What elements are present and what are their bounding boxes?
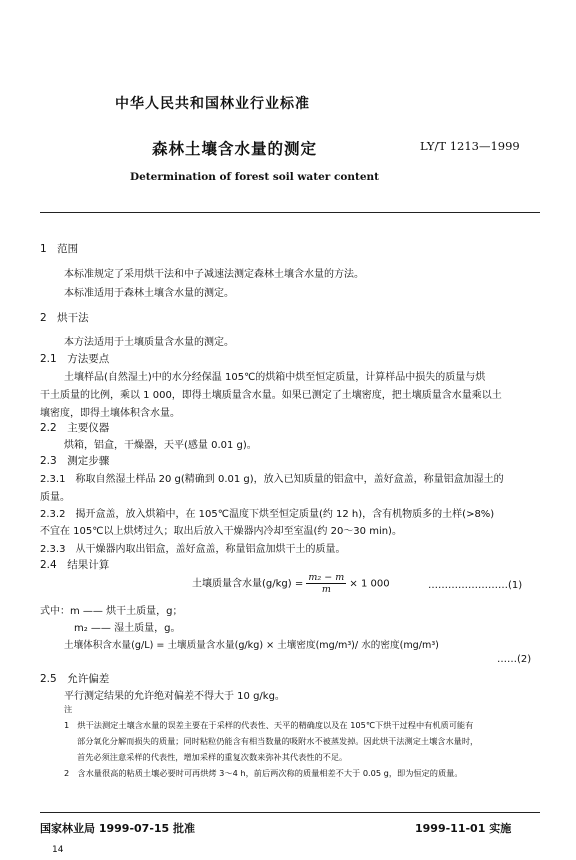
section-2-1-line-1: 土壤样品(自然湿土)中的水分经保温 105℃的烘箱中烘至恒定质量，计算样品中损失的质量与烘 (64, 372, 486, 383)
standard-code: LY/T 1213—1999 (420, 139, 520, 153)
note-2: 2 含水量很高的粘质土壤必要时可再烘烤 3～4 h，前后两次称的质量相差不大于 0.05 g，即为恒定的质量。 (64, 768, 463, 778)
section-1-paragraph-2: 本标准适用于森林土壤含水量的测定。 (64, 288, 234, 299)
approval-date: 国家林业局 1999-07-15 批准 (40, 822, 196, 835)
section-2-5-heading: 2.5 允许偏差 (40, 673, 110, 685)
section-1-heading: 1 范围 (40, 243, 79, 255)
section-2-3-3-line-1: 2.3.3 从干燥器内取出铝盒，盖好盒盖，称量铝盒加烘干土的质量。 (40, 544, 346, 555)
formula-1-left: 土壤质量含水量(g/kg) = (192, 578, 304, 590)
formula-1 (192, 572, 390, 595)
note-label: 注 (64, 704, 73, 714)
section-2-3-2-line-1: 2.3.2 揭开盒盖，放入烘箱中，在 105℃温度下烘至恒定质量(约 12 h)，含有机物质多的土样(>8%) (40, 509, 495, 520)
section-2-intro: 本方法适用于土壤质量含水量的测定。 (64, 337, 234, 348)
formula-1-fraction (306, 572, 346, 595)
standard-organization: 中华人民共和国林业行业标准 (115, 96, 310, 112)
formula-2: 土壤体积含水量(g/L) = 土壤质量含水量(g/kg) × 土壤密度(mg/m³)/ 水的密度(mg/m³) (64, 640, 439, 651)
formula-1-number: ……………………(1) (428, 580, 523, 591)
section-2-4-heading: 2.4 结果计算 (40, 559, 110, 571)
footer-divider (40, 812, 540, 813)
section-2-3-2-line-2: 不宜在 105℃以上烘烤过久；取出后放入干燥器内冷却至室温(约 20～30 min)。 (40, 526, 402, 537)
english-title: Determination of forest soil water content (130, 171, 379, 183)
formula-where-1: 式中：m —— 烘干土质量，g； (40, 606, 183, 617)
formula-where-2: m₂ —— 湿土质量，g。 (74, 623, 181, 634)
section-2-heading: 2 烘干法 (40, 312, 89, 324)
section-2-3-heading: 2.3 测定步骤 (40, 455, 110, 467)
formula-1-numerator: m₂ − m (308, 572, 345, 583)
document-title: 森林土壤含水量的测定 (152, 140, 318, 158)
formula-1-denominator: m (321, 584, 331, 595)
section-2-5-text: 平行测定结果的允许绝对偏差不得大于 10 g/kg。 (64, 691, 285, 702)
section-1-paragraph-1: 本标准规定了采用烘干法和中子减速法测定森林土壤含水量的方法。 (64, 269, 364, 280)
section-2-2-text: 烘箱，铝盒，干燥器，天平(感量 0.01 g)。 (64, 440, 257, 451)
formula-1-right: × 1 000 (349, 578, 390, 590)
section-2-3-1-line-1: 2.3.1 称取自然湿土样品 20 g(精确到 0.01 g)，放入已知质量的铝盒中，盖好盒盖，称量铝盒加湿土的 (40, 474, 504, 485)
implementation-date: 1999-11-01 实施 (415, 822, 512, 835)
note-1-line-2: 部分氧化分解而损失的质量；同时粘粒仍能含有相当数量的吸附水不被蒸发掉。因此烘干法测定土壤含水量时， (77, 736, 479, 746)
section-2-3-1-line-2: 质量。 (40, 492, 70, 503)
section-2-1-line-3: 壤密度，即得土壤体积含水量。 (40, 408, 180, 419)
page-number: 14 (52, 845, 64, 855)
note-1-line-3: 首先必须注意采样的代表性，增加采样的重复次数来弥补其代表性的不足。 (77, 752, 348, 762)
section-2-1-heading: 2.1 方法要点 (40, 353, 110, 365)
header-divider (40, 212, 540, 213)
section-2-2-heading: 2.2 主要仪器 (40, 422, 110, 434)
note-1-line-1: 1 烘干法测定土壤含水量的误差主要在于采样的代表性、天平的精确度以及在 105℃下烘干过程中有机质可能有 (64, 720, 474, 730)
section-2-1-line-2: 干土质量的比例，乘以 1 000，即得土壤质量含水量。如果已测定了土壤密度，把土壤质量含水量乘以土 (40, 390, 502, 401)
formula-2-number: ……(2) (497, 654, 532, 665)
